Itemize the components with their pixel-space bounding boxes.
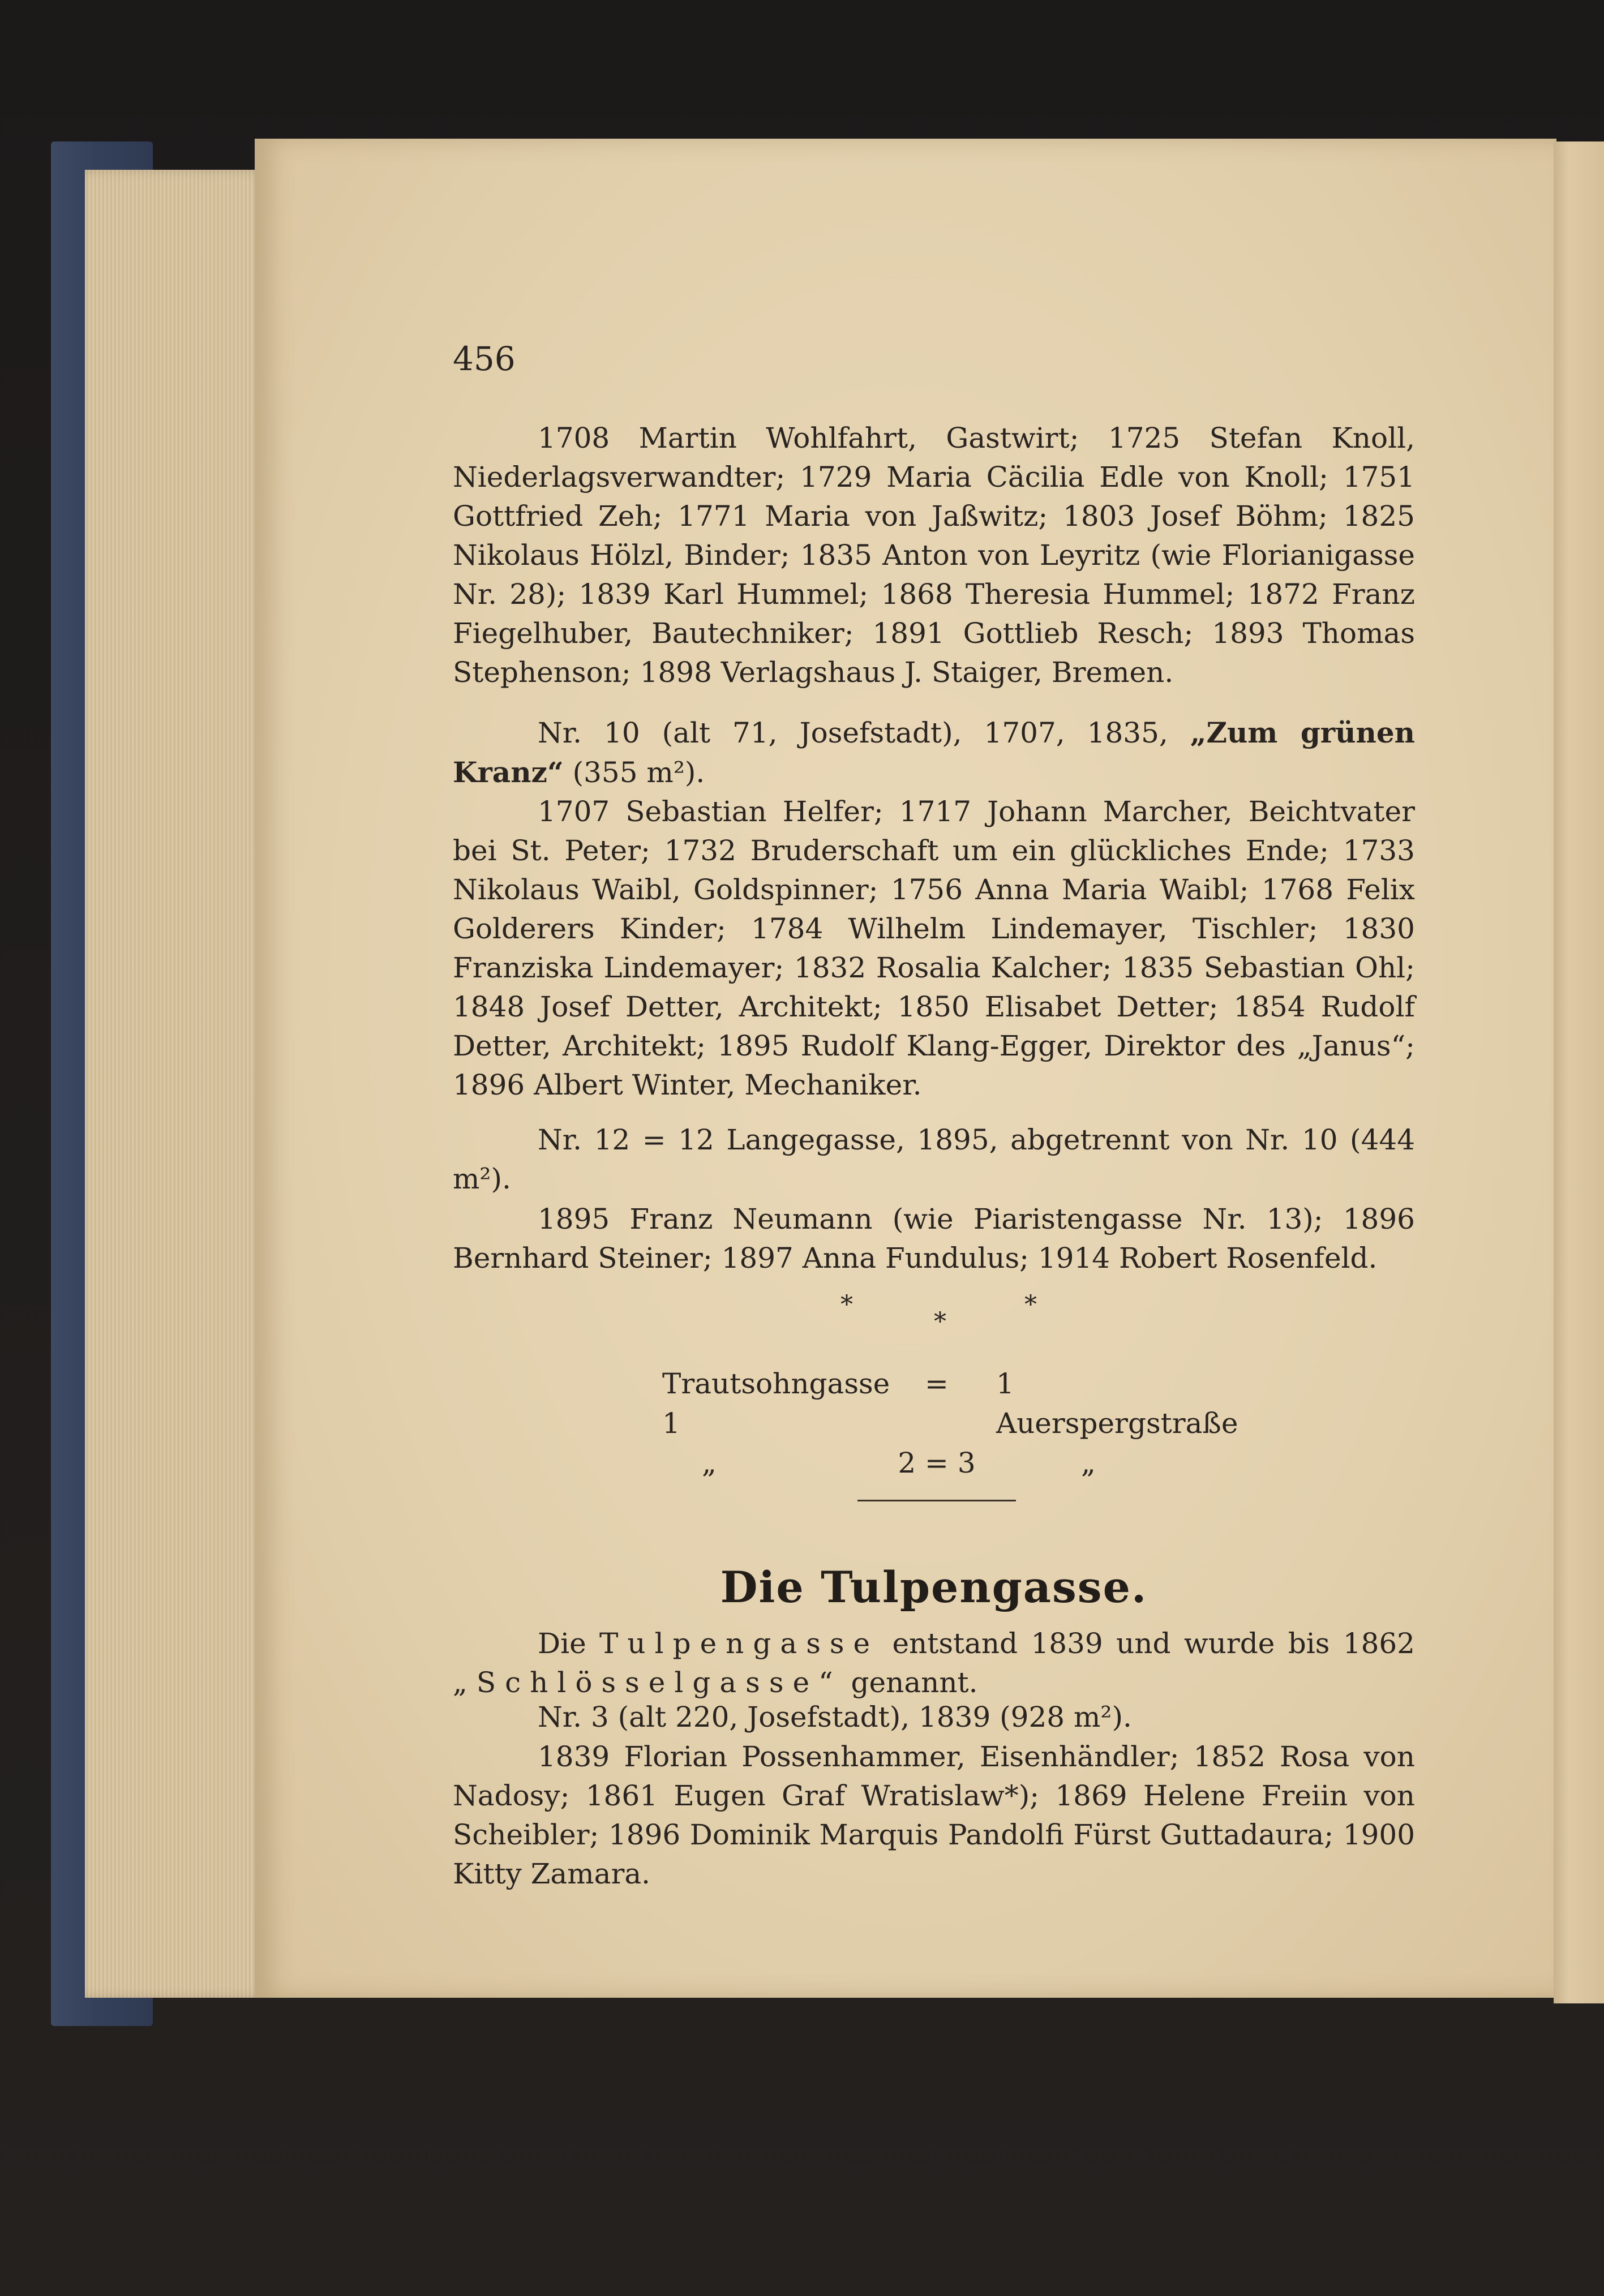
- house-name: „Zum grünen Kranz“: [453, 716, 1415, 789]
- cross-mid: =: [925, 1367, 949, 1400]
- paragraph-text: [453, 1624, 1415, 1702]
- paragraph-house-nr3: [453, 1698, 1415, 1737]
- cross-mid: 2 = 3: [898, 1447, 976, 1479]
- asterisk: *: [840, 1290, 853, 1319]
- paragraph-text: [453, 713, 1415, 792]
- text-run: genannt.: [842, 1666, 978, 1699]
- paragraph-text: Nr. 12 = 12 Langegasse, 1895, abgetrennt von Nr. 10 (444 m²).: [453, 1123, 1415, 1195]
- house-reference: Nr. 10 (alt 71, Josefstadt), 1707, 1835,: [538, 716, 1190, 749]
- asterisk: *: [934, 1307, 946, 1336]
- next-page-edge: [1554, 141, 1604, 2003]
- paragraph-house-nr12: [453, 1121, 1415, 1199]
- former-street-name: „Schlösselgasse“: [453, 1666, 842, 1699]
- page-number: 456: [453, 340, 516, 378]
- cross-right: „: [1081, 1447, 1096, 1479]
- paragraph-text: 1708 Martin Wohlfahrt, Gastwirt; 1725 Stefan Knoll, Niederlagsverwandter; 1729 Maria Cäcilia Edle von Knoll; 1751 Gottfried Zeh; 1771 Maria von Jaßwitz; 1803 Josef Böhm; 1825 Nikolaus Hölzl, Binder; 1835 Anton von Leyritz (wie Florianigasse Nr. 28); 1839 Karl Hummel; 1868 Theresia Hummel; 1872 Franz Fiegelhuber, Bautechniker; 1891 Gottlieb Resch; 1893 Thomas Stephenson; 1898 Verlagshaus J. Staiger, Bremen.: [453, 422, 1415, 689]
- paragraph-text: Nr. 3 (alt 220, Josefstadt), 1839 (928 m²).: [538, 1701, 1132, 1733]
- asterisk: *: [1024, 1290, 1037, 1319]
- section-asterisks: [821, 1290, 1047, 1347]
- cross-reference-row: [662, 1364, 1238, 1443]
- cross-right: 1 Auerspergstraße: [996, 1367, 1238, 1440]
- house-area: (355 m²).: [563, 756, 705, 789]
- text-run: entstand 1839 und wurde bis 1862: [879, 1627, 1415, 1660]
- section-title: Die Tulpengasse.: [720, 1562, 1148, 1612]
- cross-left: Trautsohngasse 1: [662, 1367, 890, 1440]
- section-divider: [857, 1500, 1016, 1501]
- street-name: Tulpengasse: [599, 1627, 880, 1660]
- paragraph-street-intro: [453, 1624, 1415, 1702]
- cross-left: „: [702, 1447, 717, 1479]
- paragraph-owners-2: [453, 792, 1415, 1105]
- cross-reference-row: [662, 1443, 1228, 1483]
- paragraph-owners-3: [453, 1200, 1415, 1278]
- paragraph-owners-1: [453, 419, 1415, 692]
- paragraph-text: 1895 Franz Neumann (wie Piaristengasse Nr. 13); 1896 Bernhard Steiner; 1897 Anna Fundulus; 1914 Robert Rosenfeld.: [453, 1203, 1415, 1274]
- paragraph-house-nr10: [453, 713, 1415, 792]
- page-edges: [85, 170, 272, 1998]
- text-run: Die: [538, 1627, 600, 1660]
- cross-reference-table: [662, 1364, 1238, 1483]
- paragraph-text: 1839 Florian Possenhammer, Eisenhändler; 1852 Rosa von Nadosy; 1861 Eugen Graf Wratislaw*); 1869 Helene Freiin von Scheibler; 1896 Dominik Marquis Pandolfi Fürst Guttadaura; 1900 Kitty Zamara.: [453, 1740, 1415, 1890]
- paragraph-owners-4: [453, 1737, 1415, 1894]
- paragraph-text: 1707 Sebastian Helfer; 1717 Johann Marcher, Beichtvater bei St. Peter; 1732 Bruderschaft um ein glückliches Ende; 1733 Nikolaus Waibl, Goldspinner; 1756 Anna Maria Waibl; 1768 Felix Golderers Kinder; 1784 Wilhelm Lindemayer, Tischler; 1830 Franziska Lindemayer; 1832 Rosalia Kalcher; 1835 Sebastian Ohl; 1848 Josef Detter, Architekt; 1850 Elisabet Detter; 1854 Rudolf Detter, Architekt; 1895 Rudolf Klang-Egger, Direktor des „Janus“; 1896 Albert Winter, Mechaniker.: [453, 795, 1415, 1101]
